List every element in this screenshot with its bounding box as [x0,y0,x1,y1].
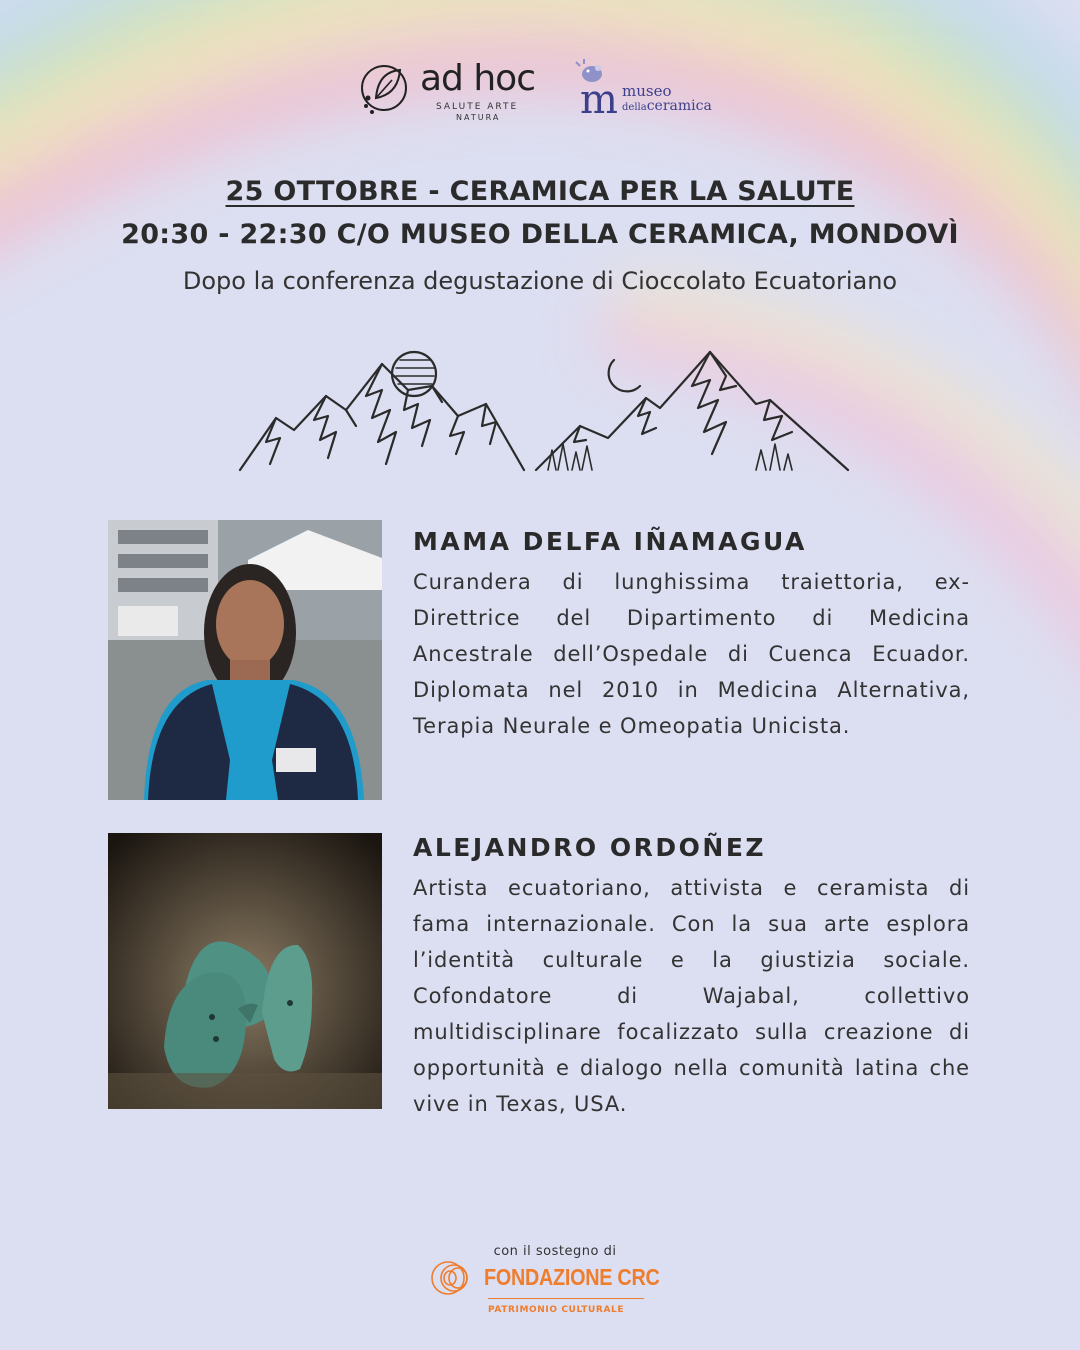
rings-logo-icon [428,1258,478,1298]
speaker-card-ordonez [413,830,970,1122]
museo-logo [572,56,732,126]
mountains-sun-illustration [240,352,524,470]
adhoc-wordmark: ad hoc [420,58,535,99]
event-time-place: 20:30 - 22:30 C/O MUSEO DELLA CERAMICA, MONDOVÌ [121,219,959,250]
sponsor-footer [0,1244,1080,1324]
museo-wordmark-2: dellaceramica [622,98,712,114]
speaker-name: ALEJANDRO ORDOÑEZ [413,833,767,862]
museo-wordmark-1: museo [622,82,672,100]
adhoc-tagline-2: NATURA [456,113,501,122]
sponsor-name: FONDAZIONE CRC [484,1264,660,1290]
adhoc-tagline: SALUTE ARTE [436,102,519,112]
sponsor-intro: con il sostegno di [493,1244,617,1259]
speaker-card-delfa [413,524,970,744]
adhoc-logo [358,52,548,127]
event-header [0,172,1080,304]
speaker-bio: Curandera di lunghissima traiettoria, ex-Direttrice del Dipartimento di Medicina Ancestrale dell’Ospedale di Cuenca Ecuador. Diplomata nel 2010 in Medicina Alternativa, Terapia Neurale e Omeopatia Unicista. [413,570,970,738]
mountains-illustration [236,346,852,480]
event-title: 25 OTTOBRE - CERAMICA PER LA SALUTE [225,176,855,207]
event-note: Dopo la conferenza degustazione di Cioccolato Ecuatoriano [182,267,898,295]
speaker-photo-ordonez [108,833,382,1109]
partner-logos [0,52,1080,132]
leaf-logo-icon [358,54,414,120]
speaker-photo-delfa [108,520,382,800]
sponsor-subtitle: PATRIMONIO CULTURALE [488,1305,625,1315]
sponsor-divider [488,1298,644,1299]
mountains-moon-illustration [536,352,848,470]
museo-m-letter: m [580,77,618,123]
speaker-name: MAMA DELFA IÑAMAGUA [413,527,807,556]
speaker-bio: Artista ecuatoriano, attivista e ceramista di fama internazionale. Con la sua arte esplora l’identità culturale e la giustizia sociale. Cofondatore di Wajabal, collettivo multidisciplinare focalizzato sulla creazione di opportunità e dialogo nella comunità latina che vive in Texas, USA. [413,876,970,1116]
